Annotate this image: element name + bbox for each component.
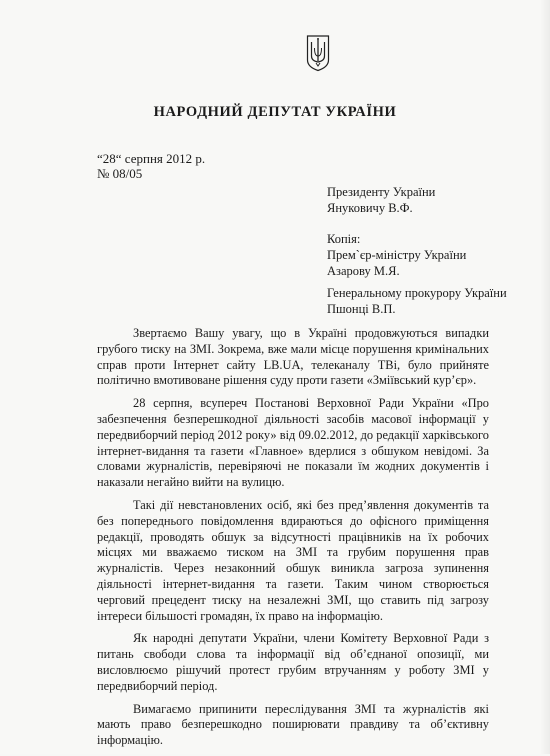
addressee-president: Президенту України: [327, 185, 436, 199]
body-paragraph-3: Такі дії невстановлених осіб, які без пред’явлення документів та без попереднього повідомлення вдираються до офісного приміщення редакції, проводять обшук за відсутності працівників на їх робочих місцях ми вважаємо тиском на ЗМІ та грубим порушення прав журналістів. Через незаконний обшук виникла загроза зупинення діяльності інтернет-видання та газети. Таким чином створюється черговий прецедент тиску на незалежні ЗМІ, що ставить під загрозу інтереси більшості громадян, їх право на інформацію.: [97, 497, 489, 623]
body-paragraph-4: Як народні депутати України, члени Комітету Верховної Ради з питань свободи слова та інформації від об’єднаної опозиції, ми висловлюємо рішучий протест грубим втручанням у роботу ЗМІ у передвиборчий період.: [97, 631, 489, 693]
addressee-president-name: Януковичу В.Ф.: [327, 201, 413, 215]
addressee-prosecutor-name: Пшонці В.П.: [327, 302, 396, 316]
copy-label: Копія:: [327, 232, 361, 246]
addressee-prime-minister-name: Азарову М.Я.: [327, 264, 400, 278]
addressee-prime-minister: Прем`єр-міністру України: [327, 248, 467, 262]
letter-date: “28“ серпня 2012 р.: [97, 151, 206, 166]
body-paragraph-1: Звертаємо Вашу увагу, що в Україні продовжуються випадки грубого тиску на ЗМІ. Зокрема, вже мали місце порушення кримінальних справ проти Інтернет сайту LB.UA, телеканалу ТВі, було прийняте політично вмотивоване рішення суду проти газети «Зміївський кур’єр».: [97, 326, 489, 388]
letter-number: № 08/05: [97, 166, 143, 181]
trident-coat-of-arms-icon: [306, 34, 330, 72]
letter-body: [97, 326, 489, 756]
addressee-prosecutor: Генеральному прокурору України: [327, 286, 507, 300]
body-paragraph-2: 28 серпня, всупереч Постанові Верховної Ради України «Про забезпечення безперешкодної діяльності засобів масової інформації у передвиборчий період 2012 року» від 09.02.2012, до редакції харківського інтернет-видання та газети «Главное» вдерлися з обшуком невідомі. За словами журналістів, перевіряючі не показали їм жодних документів і наказали негайно вийти на вулицю.: [97, 396, 489, 490]
document-title: НАРОДНИЙ ДЕПУТАТ УКРАЇНИ: [153, 104, 397, 120]
body-paragraph-5: Вимагаємо припинити переслідування ЗМІ та журналістів які мають право безперешкодно поширювати правдиву та об’єктивну інформацію.: [97, 701, 489, 748]
